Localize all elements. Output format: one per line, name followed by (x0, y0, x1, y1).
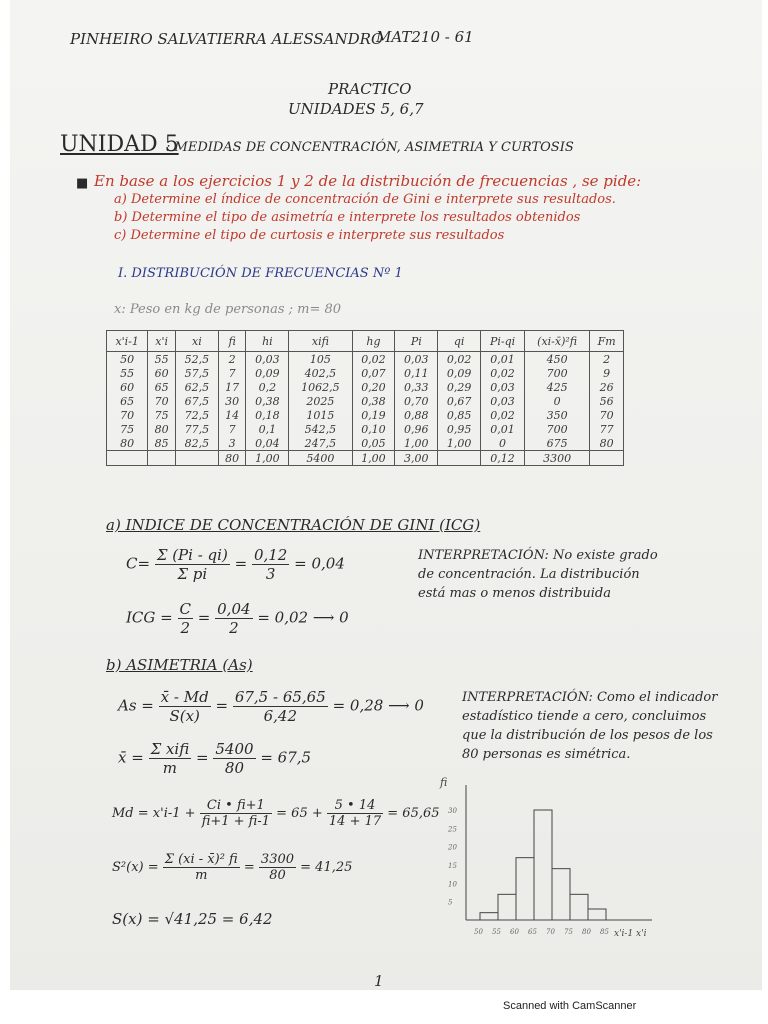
variance-denominator: m (195, 868, 208, 883)
table-cell: 0,18 (246, 408, 289, 422)
table-header-cell: Pi-qi (481, 331, 525, 352)
gini-interpretation (418, 546, 658, 603)
table-cell: 0,04 (246, 436, 289, 451)
table-cell: 0,1 (246, 422, 289, 436)
gini-denominator: Σ pi (177, 565, 208, 583)
x-tick-label: 85 (600, 928, 609, 936)
table-cell: 0,09 (438, 366, 481, 380)
table-cell: 65 (107, 394, 148, 408)
table-row (107, 436, 624, 451)
table-cell: 675 (524, 436, 589, 451)
asym-equals: = (215, 696, 229, 715)
table-cell: 0,95 (438, 422, 481, 436)
instruction-item: c) Determine el tipo de curtosis e interprete sus resultados (114, 228, 505, 243)
student-name: PINHEIRO SALVATIERRA ALESSANDRO (70, 30, 384, 48)
section-heading: I. DISTRIBUCIÓN DE FRECUENCIAS Nº 1 (118, 266, 403, 281)
icg-denominator: 2 (180, 619, 191, 637)
variance-label: S²(x) = (112, 860, 159, 875)
gini-equals: = (234, 554, 248, 573)
mean-result: = 67,5 (260, 748, 312, 767)
table-cell: 3 (218, 436, 246, 451)
histogram-bar (552, 869, 570, 920)
unit-label: UNIDAD 5 (60, 132, 179, 157)
variance-formula (112, 852, 352, 883)
median-label: Md = x'i-1 + (112, 806, 196, 821)
gini-heading: a) INDICE DE CONCENTRACIÓN DE GINI (ICG) (106, 516, 481, 534)
gini-result: = 0,04 (294, 554, 345, 573)
median-denominator: fi+1 + fi-1 (201, 814, 271, 829)
table-cell: 0,29 (438, 380, 481, 394)
table-total-cell (175, 451, 218, 466)
table-cell: 7 (218, 422, 246, 436)
mean-formula (118, 740, 311, 777)
histogram-bar (516, 858, 534, 920)
table-cell: 1,00 (395, 436, 438, 451)
table-cell: 1062,5 (289, 380, 352, 394)
table-cell: 67,5 (175, 394, 218, 408)
table-header-cell: xifi (289, 331, 352, 352)
y-axis-label: fi (440, 776, 448, 789)
scanner-watermark: Scanned with CamScanner (503, 1000, 637, 1012)
histogram-bar (534, 810, 552, 920)
asym-numerator-value: 67,5 - 65,65 (234, 688, 326, 706)
table-header-cell: xi (175, 331, 218, 352)
table-cell: 77 (590, 422, 624, 436)
table-total-cell: 0,12 (481, 451, 525, 466)
title-line1: PRACTICO (328, 80, 412, 98)
table-header-row (107, 331, 624, 352)
y-tick-label: 10 (448, 880, 457, 889)
table-cell: 57,5 (175, 366, 218, 380)
table-cell: 2 (590, 352, 624, 367)
mean-label: x̄ = (118, 748, 144, 767)
table-row (107, 422, 624, 436)
mean-denominator: m (162, 759, 178, 777)
asym-result: = 0,28 ⟶ 0 (332, 696, 424, 715)
x-tick-label: 75 (564, 928, 573, 936)
table-row (107, 380, 624, 394)
table-cell: 425 (524, 380, 589, 394)
table-cell: 0,2 (246, 380, 289, 394)
course-code: MAT210 - 61 (376, 28, 474, 46)
std-dev-line: S(x) = √41,25 = 6,42 (112, 910, 273, 928)
table-row (107, 408, 624, 422)
x-tick-label: 60 (510, 928, 519, 936)
table-header-cell: Fm (590, 331, 624, 352)
median-fraction (200, 798, 272, 829)
table-cell: 80 (107, 436, 148, 451)
table-cell: 247,5 (289, 436, 352, 451)
table-header-cell: Pi (395, 331, 438, 352)
table-cell: 56 (590, 394, 624, 408)
table-cell: 70 (148, 394, 176, 408)
gini-numerator-value: 0,12 (253, 546, 288, 564)
table-cell: 0,02 (481, 366, 525, 380)
gini-numerator: Σ (Pi - qi) (156, 546, 228, 564)
table-cell: 14 (218, 408, 246, 422)
table-cell: 0,03 (481, 394, 525, 408)
table-cell: 0,10 (352, 422, 395, 436)
frequency-table (106, 330, 624, 466)
variance-fraction (163, 852, 240, 883)
table-header-cell: x'i (148, 331, 176, 352)
instruction-item: b) Determine el tipo de asimetría e interprete los resultados obtenidos (114, 210, 581, 225)
asym-interp-line: INTERPRETACIÓN: Como el indicador (462, 690, 718, 705)
table-cell: 0,02 (352, 352, 395, 367)
table-total-cell (107, 451, 148, 466)
table-cell: 72,5 (175, 408, 218, 422)
icg-fraction-values (215, 600, 252, 637)
table-cell: 52,5 (175, 352, 218, 367)
histogram-bar (570, 894, 588, 920)
table-cell: 82,5 (175, 436, 218, 451)
y-tick-label: 15 (448, 862, 457, 870)
x-tick-label: 70 (546, 928, 555, 936)
asym-denominator-value: 6,42 (263, 707, 297, 725)
table-cell: 105 (289, 352, 352, 367)
table-cell: 0,88 (395, 408, 438, 422)
table-cell: 17 (218, 380, 246, 394)
table-cell: 700 (524, 366, 589, 380)
table-cell: 75 (148, 408, 176, 422)
instruction-item: a) Determine el índice de concentración de Gini e interprete sus resultados. (114, 192, 616, 207)
variable-description: x: Peso en kg de personas ; m= 80 (114, 302, 342, 317)
table-cell: 0 (481, 436, 525, 451)
variance-numerator: Σ (xi - x̄)² fi (164, 852, 238, 867)
mean-fraction-values (213, 740, 255, 777)
title-line2: UNIDADES 5, 6,7 (288, 100, 424, 118)
icg-denominator-value: 2 (229, 619, 239, 637)
table-cell: 55 (107, 366, 148, 380)
asym-interp-line: 80 personas es simétrica. (462, 747, 631, 762)
y-tick-label: 20 (448, 843, 457, 852)
table-cell: 1015 (289, 408, 352, 422)
table-total-cell: 80 (218, 451, 246, 466)
median-result: = 65,65 (387, 806, 440, 821)
table-total-cell: 3300 (524, 451, 589, 466)
table-cell: 0,11 (395, 366, 438, 380)
icg-equals: = (197, 608, 211, 627)
page-number: 1 (374, 972, 384, 990)
asym-denominator: S(x) (169, 707, 200, 725)
asym-formula (118, 688, 424, 725)
table-cell: 77,5 (175, 422, 218, 436)
table-header-cell: (xi-x̄)²fi (524, 331, 589, 352)
table-cell: 2025 (289, 394, 352, 408)
gini-formula (126, 546, 345, 583)
y-tick-label: 25 (448, 825, 457, 834)
table-total-cell: 3,00 (395, 451, 438, 466)
table-cell: 2 (218, 352, 246, 367)
table-cell: 26 (590, 380, 624, 394)
scanner-footer-bar (0, 990, 768, 1024)
table-header-cell: x'i-1 (107, 331, 148, 352)
table-total-cell (438, 451, 481, 466)
table-cell: 85 (148, 436, 176, 451)
table-cell: 542,5 (289, 422, 352, 436)
table-cell: 0,70 (395, 394, 438, 408)
table-header-cell: hg (352, 331, 395, 352)
table-header-cell: fi (218, 331, 246, 352)
table-cell: 80 (148, 422, 176, 436)
asym-interp-line: que la distribución de los pesos de los (462, 728, 713, 743)
histogram-bar (588, 909, 606, 920)
table-header-cell: hi (246, 331, 289, 352)
x-tick-label: 55 (492, 928, 501, 936)
gini-interp-line: INTERPRETACIÓN: No existe grado (418, 548, 658, 563)
asym-numerator: x̄ - Md (160, 688, 209, 706)
variance-equals: = (243, 860, 255, 875)
table-cell: 0,07 (352, 366, 395, 380)
bullet-icon: ■ (76, 176, 89, 191)
table-cell: 65 (148, 380, 176, 394)
asym-interp-line: estadístico tiende a cero, concluimos (462, 709, 707, 724)
table-cell: 0 (524, 394, 589, 408)
table-cell: 402,5 (289, 366, 352, 380)
median-fraction-values (327, 798, 383, 829)
table-total-cell: 5400 (289, 451, 352, 466)
table-cell: 0,20 (352, 380, 395, 394)
median-middle: = 65 + (276, 806, 323, 821)
gini-interp-line: está mas o menos distribuida (418, 586, 612, 601)
table-row (107, 352, 624, 367)
table-total-cell (148, 451, 176, 466)
table-cell: 62,5 (175, 380, 218, 394)
asym-fraction-values (233, 688, 328, 725)
table-cell: 60 (107, 380, 148, 394)
x-tick-label: 50 (474, 928, 483, 936)
table-cell: 9 (590, 366, 624, 380)
median-numerator-value: 5 • 14 (327, 798, 383, 814)
table-cell: 0,03 (246, 352, 289, 367)
variance-fraction-values (259, 852, 296, 883)
table-cell: 70 (107, 408, 148, 422)
table-total-cell: 1,00 (352, 451, 395, 466)
variance-numerator-value: 3300 (260, 852, 295, 867)
table-cell: 0,01 (481, 352, 525, 367)
icg-result: = 0,02 ⟶ 0 (257, 608, 349, 627)
table-row (107, 366, 624, 380)
table-cell: 30 (218, 394, 246, 408)
median-numerator: Ci • fi+1 (200, 798, 272, 814)
y-tick-label: 5 (448, 898, 453, 907)
table-total-cell (590, 451, 624, 466)
asym-label: As = (118, 696, 154, 715)
table-cell: 50 (107, 352, 148, 367)
mean-numerator: Σ xifi (150, 740, 190, 758)
table-cell: 0,85 (438, 408, 481, 422)
table-cell: 70 (590, 408, 624, 422)
table-cell: 60 (148, 366, 176, 380)
histogram-bar (480, 913, 498, 920)
table-cell: 75 (107, 422, 148, 436)
table-header-cell: qi (438, 331, 481, 352)
icg-numerator-value: 0,04 (217, 600, 251, 618)
table-cell: 0,01 (481, 422, 525, 436)
table-cell: 0,38 (246, 394, 289, 408)
table-cell: 7 (218, 366, 246, 380)
table-cell: 450 (524, 352, 589, 367)
mean-numerator-value: 5400 (215, 740, 254, 758)
histogram-bar (498, 894, 516, 920)
median-denominator-value: 14 + 17 (328, 814, 382, 829)
histogram (426, 770, 726, 960)
mean-equals: = (196, 748, 209, 767)
gini-interp-line: de concentración. La distribución (418, 567, 640, 582)
y-tick-label: 30 (448, 807, 457, 815)
notebook-page (10, 0, 762, 990)
icg-label: ICG = (126, 608, 173, 627)
table-row (107, 394, 624, 408)
asym-heading: b) ASIMETRIA (As) (106, 656, 253, 674)
table-total-cell: 1,00 (246, 451, 289, 466)
gini-fraction (155, 546, 230, 583)
x-tick-label: 65 (528, 928, 537, 936)
table-cell: 0,05 (352, 436, 395, 451)
table-cell: 0,96 (395, 422, 438, 436)
mean-denominator-value: 80 (224, 759, 244, 777)
x-axis-label: x'i-1 x'i (614, 929, 647, 939)
table-cell: 80 (590, 436, 624, 451)
table-cell: 0,19 (352, 408, 395, 422)
instructions-intro: En base a los ejercicios 1 y 2 de la distribución de frecuencias , se pide: (94, 172, 642, 190)
gini-c-label: C= (126, 554, 151, 573)
unit-subtitle: : MEDIDAS DE CONCENTRACIÓN, ASIMETRIA Y CURTOSIS (166, 140, 574, 155)
table-cell: 0,02 (438, 352, 481, 367)
mean-fraction (149, 740, 192, 777)
asym-fraction (159, 688, 211, 725)
table-cell: 0,03 (395, 352, 438, 367)
table-cell: 0,02 (481, 408, 525, 422)
gini-fraction-values (252, 546, 289, 583)
table-cell: 0,09 (246, 366, 289, 380)
table-cell: 55 (148, 352, 176, 367)
median-formula (112, 798, 440, 829)
icg-formula (126, 600, 349, 637)
table-cell: 0,67 (438, 394, 481, 408)
table-cell: 0,38 (352, 394, 395, 408)
table-cell: 350 (524, 408, 589, 422)
table-cell: 0,03 (481, 380, 525, 394)
x-tick-label: 80 (582, 928, 591, 936)
variance-result: = 41,25 (300, 860, 353, 875)
asym-interpretation (462, 688, 717, 764)
variance-denominator-value: 80 (269, 868, 286, 883)
gini-denominator-value: 3 (265, 565, 276, 583)
icg-fraction (178, 600, 193, 637)
table-cell: 700 (524, 422, 589, 436)
table-cell: 1,00 (438, 436, 481, 451)
table-totals-row (107, 451, 624, 466)
icg-numerator: C (179, 600, 191, 618)
table-cell: 0,33 (395, 380, 438, 394)
